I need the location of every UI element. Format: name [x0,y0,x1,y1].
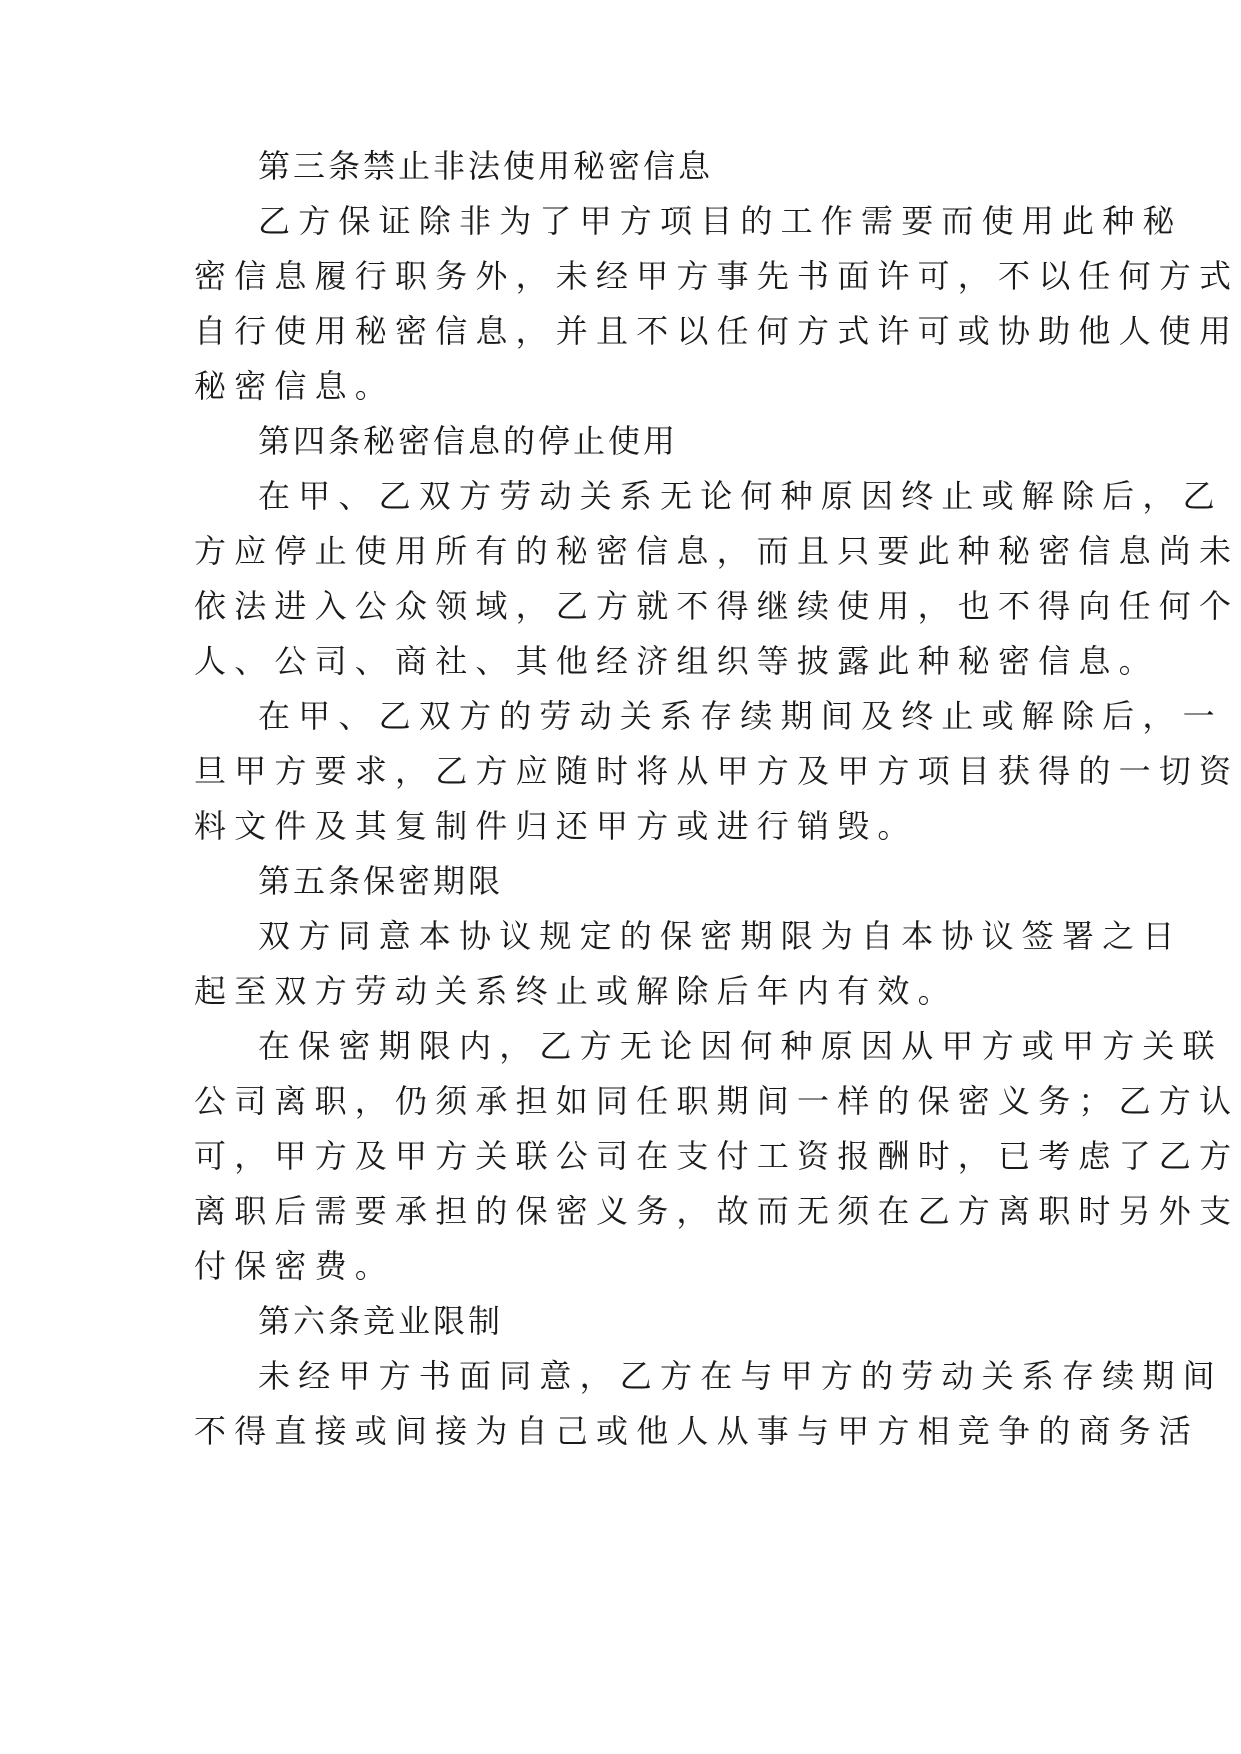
paragraph-line: 付保密费。 [194,1247,396,1285]
paragraph-line: 在甲、乙双方劳动关系无论何种原因终止或解除后，乙 [258,477,1223,515]
article-4-heading: 第四条秘密信息的停止使用 [258,422,679,460]
paragraph-line: 方应停止使用所有的秘密信息，而且只要此种秘密信息尚未 [194,532,1240,570]
paragraph-line: 在保密期限内，乙方无论因何种原因从甲方或甲方关联 [258,1027,1223,1065]
article-6-heading: 第六条竞业限制 [258,1302,504,1340]
paragraph-line: 旦甲方要求，乙方应随时将从甲方及甲方项目获得的一切资 [194,752,1240,790]
paragraph-line: 依法进入公众领域，乙方就不得继续使用，也不得向任何个 [194,587,1240,625]
paragraph-line: 不得直接或间接为自己或他人从事与甲方相竞争的商务活 [194,1412,1200,1450]
paragraph-line: 自行使用秘密信息，并且不以任何方式许可或协助他人使用 [194,312,1240,350]
paragraph-line: 离职后需要承担的保密义务，故而无须在乙方离职时另外支 [194,1192,1240,1230]
paragraph-line: 公司离职，仍须承担如同任职期间一样的保密义务；乙方认 [194,1082,1240,1120]
paragraph-line: 在甲、乙双方的劳动关系存续期间及终止或解除后，一 [258,697,1223,735]
paragraph-line: 秘密信息。 [194,367,396,405]
paragraph-line: 双方同意本协议规定的保密期限为自本协议签署之日 [258,917,1183,955]
paragraph-line: 乙方保证除非为了甲方项目的工作需要而使用此种秘 [258,202,1183,240]
paragraph-line: 未经甲方书面同意，乙方在与甲方的劳动关系存续期间 [258,1357,1223,1395]
paragraph-line: 可，甲方及甲方关联公司在支付工资报酬时，已考虑了乙方 [194,1137,1240,1175]
article-5-heading: 第五条保密期限 [258,862,504,900]
paragraph-line: 起至双方劳动关系终止或解除后年内有效。 [194,972,958,1010]
paragraph-line: 密信息履行职务外，未经甲方事先书面许可，不以任何方式 [194,257,1240,295]
article-3-heading: 第三条禁止非法使用秘密信息 [258,147,714,185]
paragraph-line: 人、公司、商社、其他经济组织等披露此种秘密信息。 [194,642,1159,680]
paragraph-line: 料文件及其复制件归还甲方或进行销毁。 [194,807,918,845]
